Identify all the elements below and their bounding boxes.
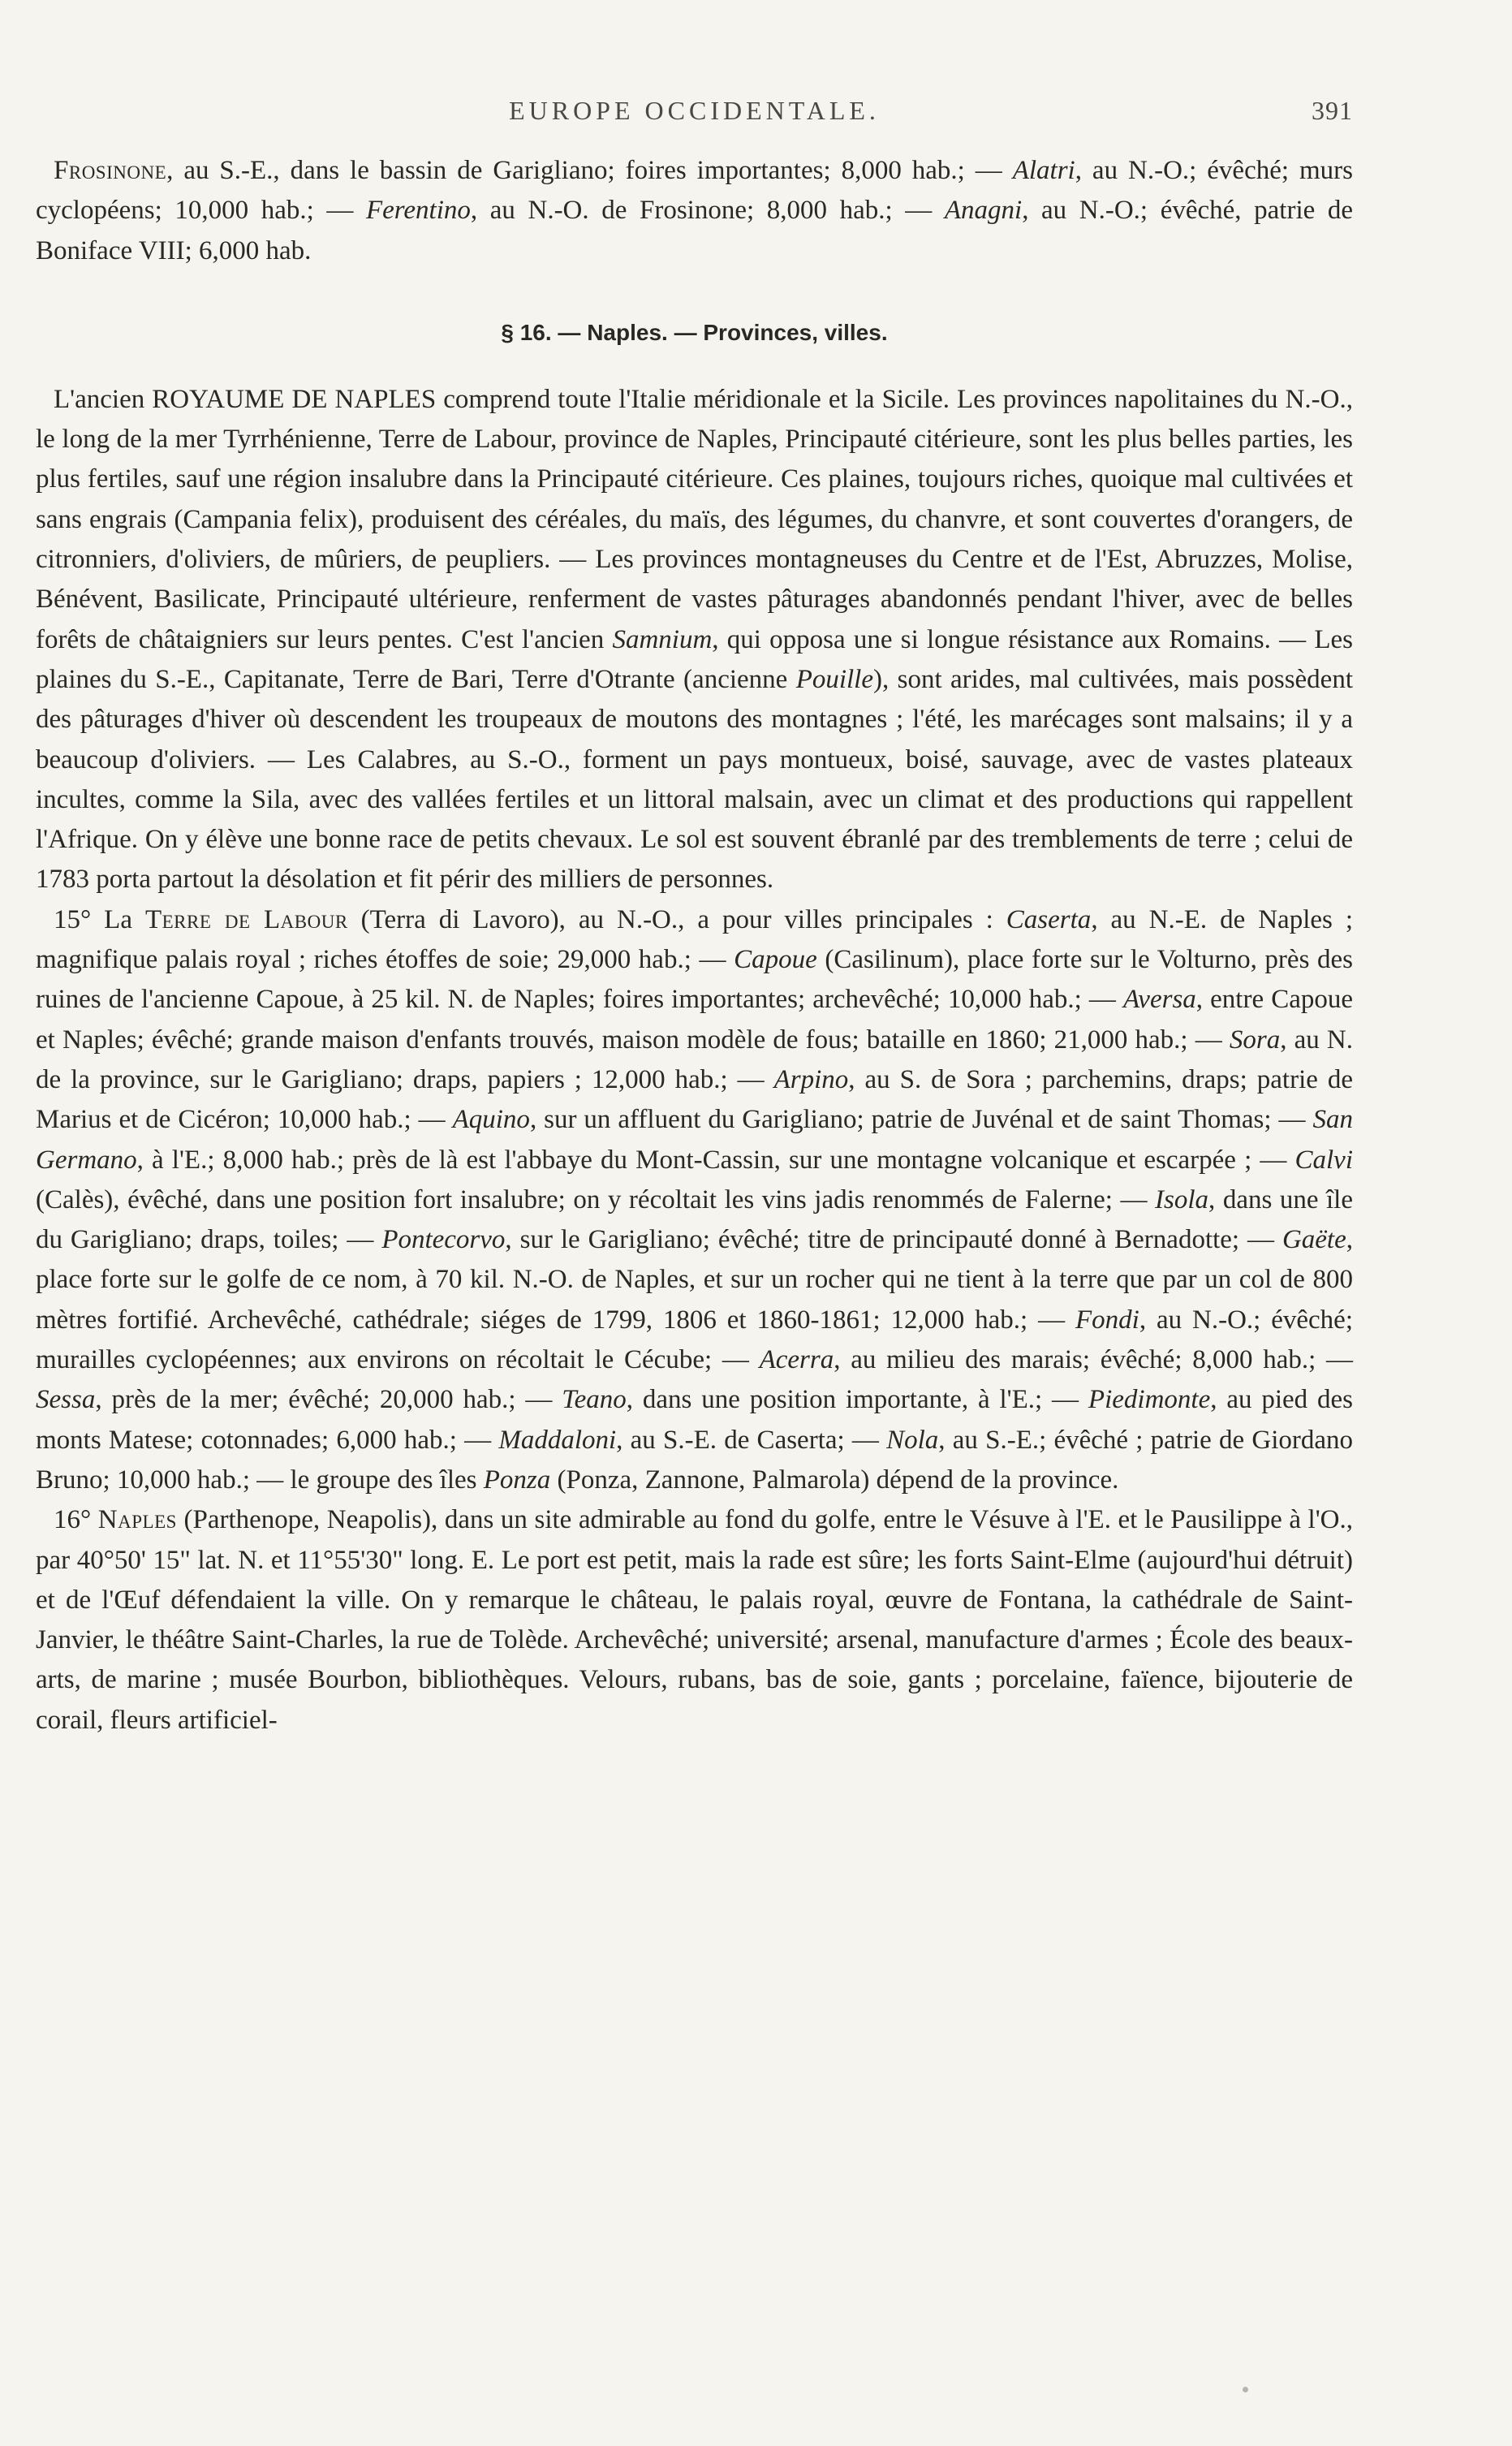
text-run: , au pied des monts Matese; cotonnades; 6,000 hab.; — [36, 1385, 1353, 1455]
text-run: (Terra di Lavoro), au N.-O., a pour villes principales : [347, 904, 1006, 934]
place-name: Pontecorvo [381, 1225, 506, 1255]
text-run: (Calès), évêché, dans une position fort insalubre; on y récoltait les vins jadis renommés de Falerne; — [36, 1184, 1156, 1214]
place-name: Isola [1155, 1184, 1209, 1214]
place-name: Nola [886, 1425, 939, 1455]
place-name: Aquino [452, 1105, 530, 1135]
province-name: Terre de Labour [144, 904, 348, 934]
place-name: Caserta [1006, 904, 1092, 934]
place-name: Acerra [759, 1345, 834, 1375]
text-run: , entre Capoue et Naples; évêché; grande maison d'enfants trouvés, maison modèle de fous; bataille en 1860; 21,000 hab.; — [36, 985, 1353, 1055]
text-run: 16° [54, 1505, 98, 1535]
page-number: 391 [1312, 96, 1353, 125]
paragraph-royaume [36, 380, 1353, 900]
place-name: Sessa [36, 1385, 96, 1415]
text-run: , dans une île du Garigliano; draps, toiles; — [36, 1184, 1353, 1255]
running-title: EUROPE OCCIDENTALE. [509, 96, 880, 125]
paragraph-terre-de-labour [36, 900, 1353, 1500]
page-body [36, 151, 1353, 1741]
text-run: (Parthenope, Neapolis), dans un site admirable au fond du golfe, entre le Vésuve à l'E. et le Pausilippe à l'O., par 40°50' 15" lat. N. et 11°55'30" long. E. Le port est petit, mais la rade est sûre; les forts Saint-Elme (aujourd'hui détruit) et de l'Œuf défendaient la ville. On y remarque le château, le palais royal, œuvre de Fontana, la cathédrale de Saint-Janvier, le théâtre Saint-Charles, la rue de Tolède. Archevêché; université; arsenal, manufacture d'armes ; École des beaux-arts, de marine ; musée Bourbon, bibliothèques. Velours, rubans, bas de soie, gants ; porcelaine, faïence, bijouterie de corail, fleurs artificiel- [36, 1505, 1354, 1735]
text-run: , au N. de la province, sur le Garigliano; draps, papiers ; 12,000 hab.; — [36, 1025, 1353, 1094]
place-name: Anagni [944, 196, 1023, 226]
place-name: Capoue [734, 945, 817, 975]
text-run: , au milieu des marais; évêché; 8,000 hab.; — [834, 1345, 1353, 1375]
place-name: Frosinone [54, 156, 167, 185]
place-name: Ponza [483, 1465, 551, 1495]
place-name: Teano [562, 1385, 627, 1415]
place-name: Fondi [1075, 1305, 1139, 1335]
text-run: , au S.-E.; évêché ; patrie de Giordano Bruno; 10,000 hab.; — le groupe des îles [36, 1425, 1353, 1495]
paragraph-naples [36, 1500, 1353, 1741]
city-name: Naples [97, 1505, 177, 1535]
text-run: , au N.-E. de Naples ; magnifique palais royal ; riches étoffes de soie; 29,000 hab.; — [36, 904, 1353, 975]
text-run: 15° La [54, 904, 145, 934]
text-run: , au S.-E. de Caserta; — [616, 1425, 887, 1455]
place-name: Maddaloni [498, 1425, 617, 1455]
place-name: Calvi [1294, 1145, 1353, 1175]
text-run: ), sont arides, mal cultivées, mais possèdent des pâturages d'hiver où descendent les troupeaux de moutons des montagnes ; l'été, les marécages sont malsains; il y a beaucoup d'oliviers. — Les Calabres, au S.-O., forment un pays montueux, boisé, sauvage, avec de vastes plateaux incultes, comme la Sila, avec des vallées fertiles et un littoral malsain, avec un climat et des productions qui rappellent l'Afrique. On y élève une bonne race de petits chevaux. Le sol est souvent ébranlé par des tremblements de terre ; celui de 1783 porta partout la désolation et fit périr des milliers de personnes. [36, 664, 1353, 895]
text-run: , au N.-O.; évêché; murailles cyclopéennes; aux environs on récoltait le Cécube; — [36, 1305, 1353, 1375]
place-name: Arpino [773, 1064, 849, 1094]
text-run: , au S.-E., dans le bassin de Garigliano; foires importantes; 8,000 hab.; — [166, 156, 1013, 185]
text-run: , au S. de Sora ; parchemins, draps; patrie de Marius et de Cicéron; 10,000 hab.; — [36, 1064, 1354, 1135]
ink-speck [1243, 2387, 1248, 2392]
place-name: Piedimonte [1088, 1385, 1211, 1415]
place-name: Ferentino [365, 196, 471, 226]
place-name: San Germano [36, 1105, 1353, 1175]
text-run: , qui opposa une si longue résistance aux Romains. — Les plaines du S.-E., Capitanate, Terre de Bari, Terre d'Otrante (ancienne [36, 624, 1353, 694]
text-run: , à l'E.; 8,000 hab.; près de là est l'abbaye du Mont-Cassin, sur une montagne volcanique et escarpée ; — [136, 1145, 1295, 1175]
text-run: (Ponza, Zannone, Palmarola) dépend de la province. [550, 1465, 1119, 1495]
text-run: , dans une position importante, à l'E.; — [626, 1385, 1088, 1415]
text-run: , au N.-O.; évêché; murs cyclopéens; 10,000 hab.; — [36, 156, 1353, 226]
text-run: , près de la mer; évêché; 20,000 hab.; — [95, 1385, 562, 1415]
text-run: L'ancien ROYAUME DE NAPLES comprend toute l'Italie méridionale et la Sicile. Les provinces napolitaines du N.-O., le long de la mer Tyrrhénienne, Terre de Labour, province de Naples, Principauté citérieure, sont les plus belles parties, les plus fertiles, sauf une région insalubre dans la Principauté citérieure. Ces plaines, toujours riches, quoique mal cultivées et sans engrais (Campania felix), produisent des céréales, du maïs, des légumes, du chanvre, et sont couvertes d'orangers, de citronniers, d'oliviers, de mûriers, de peupliers. — Les provinces montagneuses du Centre et de l'Est, Abruzzes, Molise, Bénévent, Basilicate, Principauté ultérieure, renferment de vastes pâturages abandonnés pendant l'hiver, avec de belles forêts de châtaigniers sur leurs pentes. C'est l'ancien [36, 384, 1353, 654]
text-run: , au N.-O. de Frosinone; 8,000 hab.; — [470, 196, 945, 226]
place-name: Alatri [1012, 156, 1075, 185]
place-name: Pouille [795, 664, 873, 694]
text-run: , sur un affluent du Garigliano; patrie de Juvénal et de saint Thomas; — [529, 1105, 1313, 1135]
text-run: , au N.-O.; évêché, patrie de Boniface VIII; 6,000 hab. [36, 196, 1353, 265]
place-name: Gaëte [1282, 1225, 1346, 1255]
place-name: Aversa [1122, 985, 1196, 1015]
text-run: (Casilinum), place forte sur le Volturno, près des ruines de l'ancienne Capoue, à 25 kil. N. de Naples; foires importantes; archevêché; 10,000 hab.; — [36, 945, 1353, 1015]
text-run: , place forte sur le golfe de ce nom, à 70 kil. N.-O. de Naples, et sur un rocher qui ne tient à la terre que par un col de 800 mètres fortifié. Archevêché, cathédrale; siéges de 1799, 1806 et 1860-1861; 12,000 hab.; — [36, 1225, 1353, 1335]
place-name: Sora [1229, 1025, 1281, 1055]
section-heading: § 16. — Naples. — Provinces, villes. [501, 319, 888, 345]
paragraph-frosinone [36, 151, 1353, 271]
place-name: Samnium [612, 624, 713, 654]
text-run: , sur le Garigliano; évêché; titre de principauté donné à Bernadotte; — [505, 1225, 1282, 1255]
